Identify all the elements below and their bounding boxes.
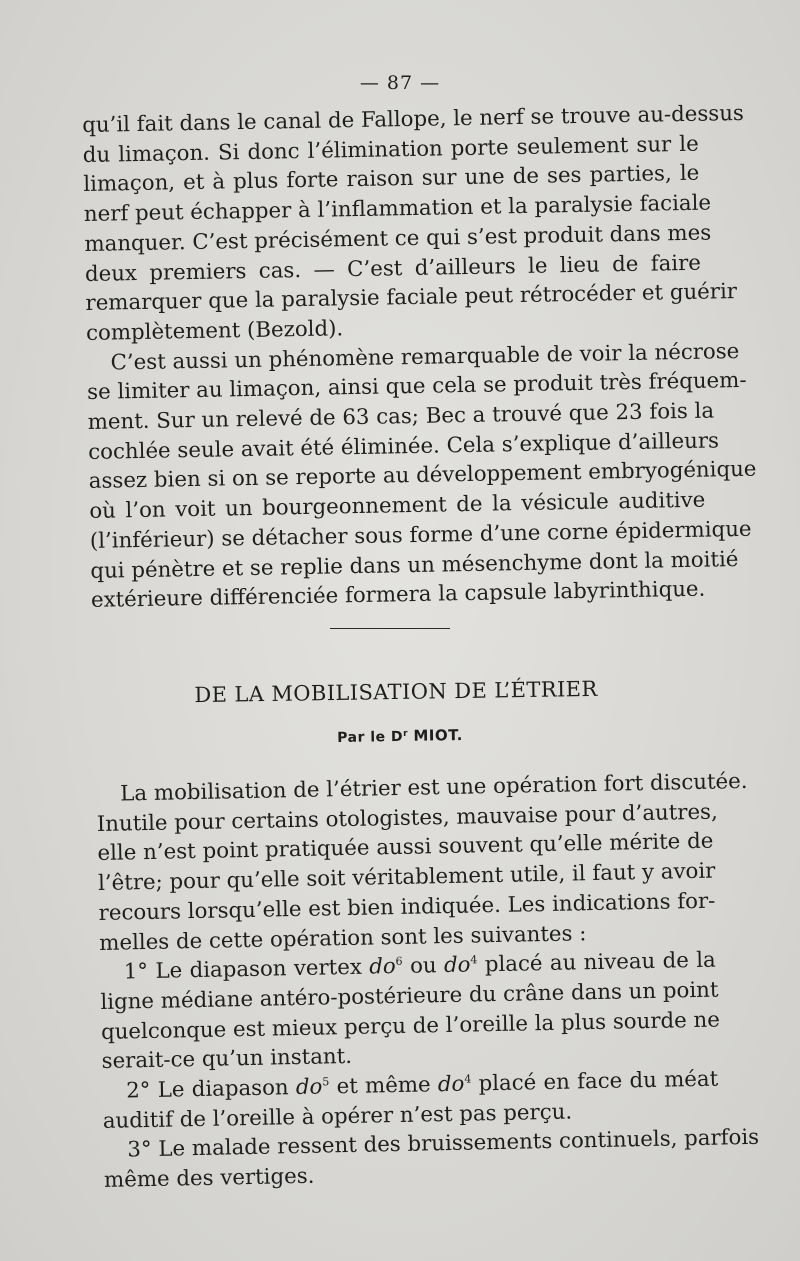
tuning-fork-note: do — [295, 1074, 323, 1101]
text-line: où l’on voit un bourgeonnement de la vésicule auditive — [89, 487, 706, 525]
article-title: DE LA MOBILISATION DE L’ÉTRIER — [194, 676, 598, 708]
item-number: 1° — [123, 959, 156, 985]
text-line: nerf peut échapper à l’inflammation et la paralysie faciale — [83, 190, 712, 228]
item-text: Le diapason vertex — [155, 954, 370, 985]
text-line: Inutile pour certains otologistes, mauvaise pour d’autres, — [96, 799, 718, 837]
text-line: ligne médiane antéro-postérieure du crâne dans un point — [100, 977, 719, 1015]
text-line: auditif de l’oreille à opérer n’est pas perçu. — [102, 1099, 573, 1134]
text-line: deux premiers cas. — C’est d’ailleurs le lieu de faire — [84, 250, 702, 287]
item-number: 3° — [127, 1137, 159, 1163]
section-separator-rule — [330, 628, 450, 629]
text-line: manquer. C’est précisément ce qui s’est produit dans mes — [84, 220, 712, 257]
text-line: qui pénètre et se replie dans un mésenchyme dont la moitié — [90, 546, 739, 584]
text-line: l’être; pour qu’elle soit véritablement utile, il faut y avoir — [97, 858, 716, 897]
text-line: cochlée seule avait été éliminée. Cela s’explique d’ailleurs — [88, 428, 720, 465]
byline-prefix: Par le D — [337, 728, 404, 746]
indication-item-1 — [100, 946, 721, 1077]
indication-item-3 — [103, 1124, 760, 1196]
item-text: Le diapason — [157, 1075, 297, 1103]
note-octave: 4 — [470, 953, 478, 967]
byline-superscript: r — [402, 728, 409, 739]
note-octave: 6 — [395, 955, 403, 969]
item-text: ou — [402, 953, 445, 980]
author-name: MIOT. — [413, 726, 463, 745]
text-line: se limiter au limaçon, ainsi que cela se produit très fréquem- — [86, 368, 747, 406]
text-line: qu’il fait dans le canal de Fallope, le nerf se trouve au-dessus — [82, 100, 745, 138]
text-line: assez bien si on se reporte au développement embryogénique — [88, 457, 757, 495]
note-octave: 5 — [322, 1075, 330, 1089]
text-line: melles de cette opération sont les suivantes : — [99, 920, 587, 956]
text-line: ment. Sur un relevé de 63 cas; Bec a trouvé que 23 fois la — [87, 398, 715, 435]
text-line: du limaçon. Si donc l’élimination porte seulement sur le — [82, 131, 699, 168]
item-number: 2° — [125, 1077, 158, 1104]
page-number: — 87 — — [359, 72, 441, 94]
text-line: même des vertiges. — [103, 1163, 315, 1194]
text-line: remarquer que la paralysie faciale peut rétrocéder et guérir — [85, 279, 738, 317]
text-line: quelconque est mieux perçu de l’oreille la plus sourde ne — [100, 1007, 721, 1045]
tuning-fork-note: do — [368, 954, 396, 980]
tuning-fork-note: do — [443, 952, 471, 979]
text-line: elle n’est point pratiquée aussi souvent qu’elle mérite de — [97, 829, 714, 867]
item-text: placé au niveau de la — [477, 947, 717, 978]
text-line: complètement (Bezold). — [85, 316, 344, 346]
continuation-paragraph — [82, 100, 745, 349]
text-line: recours lorsqu’elle est bien indiquée. Les indications for- — [98, 888, 716, 926]
intro-paragraph — [96, 768, 748, 959]
note-octave: 4 — [464, 1072, 472, 1086]
text-line: limaçon, et à plus forte raison sur une de ses parties, le — [83, 161, 700, 198]
text-line: La mobilisation de l’étrier est une opération fort discutée. — [120, 768, 748, 807]
text-line: C’est aussi un phénomène remarquable de voir la nécrose — [110, 338, 740, 376]
tuning-fork-note: do — [437, 1071, 465, 1098]
article-body — [96, 768, 760, 1196]
text-line: extérieure différenciée formera la capsule labyrinthique. — [90, 576, 706, 614]
article-byline — [0, 721, 800, 752]
text-line: serait-ce qu’un instant. — [101, 1044, 353, 1075]
top-text-block — [82, 100, 757, 616]
item-text: et même — [329, 1072, 439, 1100]
item-text: Le malade ressent des bruissements continuels, parfois — [158, 1125, 760, 1163]
necrosis-paragraph — [86, 337, 757, 616]
item-text: placé en face du méat — [471, 1066, 719, 1097]
text-line: (l’inférieur) se détacher sous forme d’une corne épidermique — [89, 516, 752, 554]
